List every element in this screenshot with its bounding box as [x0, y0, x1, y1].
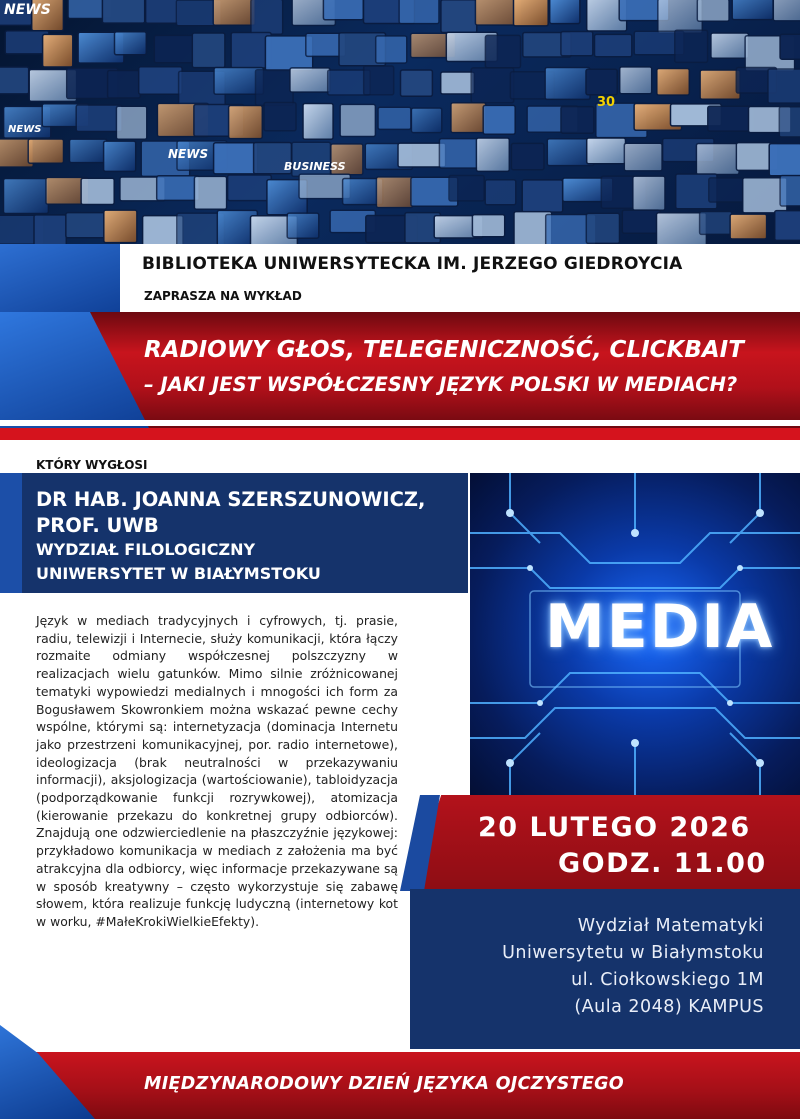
lecture-title-line2: – JAKI JEST WSPÓŁCZESNY JĘZYK POLSKI W MEDIACH? [144, 373, 738, 396]
screen-tile [624, 143, 662, 171]
screen-tile [732, 0, 773, 20]
screen-tile [550, 0, 580, 24]
screen-tile [154, 35, 194, 62]
venue-line1: Wydział Matematyki [577, 916, 764, 936]
event-time: GODZ. 11.00 [558, 848, 767, 879]
svg-text:NEWS: NEWS [4, 2, 51, 18]
screen-tile [116, 106, 146, 139]
screen-tile [376, 36, 407, 63]
screen-tile [256, 70, 294, 106]
screen-tile [451, 103, 486, 133]
screen-tile [709, 178, 745, 202]
screen-tile [214, 143, 258, 174]
screen-tile [700, 70, 740, 99]
lecture-title-line1: RADIOWY GŁOS, TELEGENICZNOŚĆ, CLICKBAIT [144, 337, 744, 363]
screen-tile [545, 68, 590, 100]
screen-tile [449, 176, 484, 201]
screen-tile [303, 104, 333, 140]
svg-text:30: 30 [597, 95, 616, 110]
screen-tile [700, 212, 732, 235]
screen-tile [730, 214, 767, 239]
screen-tile [514, 0, 549, 26]
screen-tile [192, 33, 225, 68]
svg-text:BUSINESS: BUSINESS [284, 160, 346, 173]
screen-wall-graphic [0, 0, 800, 244]
screen-tile [157, 176, 200, 201]
screen-tile [0, 67, 29, 94]
screen-tile [472, 215, 504, 237]
title-banner-stripe [0, 428, 800, 440]
media-label: MEDIA [545, 592, 775, 662]
lecture-description: Język w mediach tradycyjnych i cyfrowych, tj. prasie, radiu, telewizji i Internecie, służy komunikacji, która łączy rozmaite odmiany współczesnej polszczyzny w realizacjach wielu gatunków. Mimo silnie zróżnicowanej tematyki wypowiedzi medialnych i mnogości ich form za Bogusławem Skowronkiem można wskazać pewne cechy wspólne, którymi są: internetyzacja (dominacja Internetu jako przestrzeni komunikacyjnej, por. radio internetowe), ideologizacja (brak neutralności w przekazywaniu informacji), aksjologizacja (wartościowanie), tabloidyzacja (podporządkowanie funkcji rozrywkowej), atomizacja (kierowanie przekazu do konkretnej grupy odbiorców). Znajdują one odzwierciedlenie na płaszczyźnie językowej: przykładowo komunikacja w mediach z założenia ma być atrakcyjna dla odbiorcy, więc informacje przekazywane są w sposób kreatywny – często wykorzystuje się zabawę słowem, która realizuje funkcję ludyczną (internetowy kot w worku, #MałeKrokiWielkieEfekty). [36, 613, 398, 929]
screen-tile [287, 213, 319, 238]
screen-tile [34, 215, 66, 244]
speaker-faculty: WYDZIAŁ FILOLOGICZNY [36, 540, 256, 559]
speaker-intro: KTÓRY WYGŁOSI [36, 458, 148, 472]
title-banner-divider [0, 420, 800, 426]
organizer-name: BIBLIOTEKA UNIWERSYTECKA IM. JERZEGO GIEDROYCIA [142, 254, 683, 274]
hero-media-wall-image [0, 0, 800, 244]
screen-tile [228, 175, 272, 201]
screen-tile [511, 143, 544, 169]
screen-tile [773, 0, 800, 21]
speaker-panel-edge [0, 473, 22, 593]
screen-tile [323, 0, 363, 20]
screen-tile [633, 176, 665, 210]
screen-tile [4, 179, 49, 214]
screen-tile [76, 105, 122, 132]
svg-text:NEWS: NEWS [8, 124, 42, 135]
screen-tile [587, 138, 626, 164]
screen-tile [439, 139, 479, 169]
svg-text:NEWS: NEWS [168, 147, 209, 161]
screen-tile [471, 68, 514, 103]
screen-tile [376, 177, 412, 208]
screen-tile [401, 70, 433, 96]
screen-tile [485, 35, 520, 67]
screen-tile [780, 176, 800, 207]
screen-tile [441, 0, 477, 33]
screen-tile [768, 69, 800, 103]
screen-tile [115, 32, 147, 55]
screen-tile [696, 144, 739, 175]
screen-tile [139, 67, 182, 94]
screen-tile [658, 0, 703, 33]
screen-tile [697, 0, 729, 21]
screen-tile [102, 0, 144, 23]
screen-tile [378, 107, 411, 129]
venue-line4: (Aula 2048) KAMPUS [574, 997, 764, 1017]
event-date: 20 LUTEGO 2026 [478, 812, 751, 843]
screen-tile [194, 176, 226, 209]
screen-tile [708, 106, 755, 131]
screen-tile [476, 138, 509, 171]
screen-tile [780, 34, 800, 59]
screen-tile [561, 107, 594, 134]
screen-tile [108, 71, 141, 99]
screen-tile [657, 69, 690, 96]
screen-tile [290, 68, 330, 92]
screen-tile [441, 72, 475, 94]
screen-tile [675, 30, 708, 62]
screen-tile [104, 210, 137, 243]
screen-tile [522, 180, 563, 212]
screen-tile [711, 33, 749, 58]
screen-tile [561, 32, 593, 56]
screen-tile [213, 0, 255, 25]
venue-panel [410, 889, 800, 1049]
screen-tile [81, 178, 114, 204]
screen-tile [399, 0, 439, 24]
venue-line2: Uniwersytetu w Białymstoku [502, 943, 764, 963]
screen-tile [485, 180, 516, 205]
speaker-university: UNIWERSYTET W BIAŁYMSTOKU [36, 564, 321, 583]
screen-tile [411, 108, 441, 133]
venue-line3: ul. Ciołkowskiego 1M [571, 970, 764, 990]
screen-tile [251, 0, 283, 34]
screen-tile [398, 143, 446, 167]
screen-tile [620, 67, 652, 94]
screen-tile [775, 211, 800, 241]
speaker-name-line2: PROF. UWB [36, 514, 159, 537]
invitation-text: ZAPRASZA NA WYKŁAD [144, 289, 302, 303]
screen-tile [70, 139, 108, 163]
screen-tile [769, 144, 800, 176]
screen-tile [66, 213, 106, 238]
screen-tile [586, 213, 619, 243]
screen-tile [229, 106, 263, 139]
screen-tile [104, 141, 136, 171]
screen-tile [28, 139, 63, 163]
screen-tile [779, 107, 800, 137]
screen-tile [595, 34, 632, 56]
screen-tile [43, 34, 73, 67]
screen-tile [146, 0, 179, 23]
screen-tile [483, 105, 515, 134]
screen-tile [340, 104, 375, 136]
screen-tile [264, 103, 296, 131]
screen-tile [622, 210, 660, 233]
footer-text: MIĘDZYNARODOWY DZIEŃ JĘZYKA OJCZYSTEGO [144, 1074, 624, 1094]
screen-tile [364, 66, 394, 95]
speaker-name-line1: DR HAB. JOANNA SZERSZUNOWICZ, [36, 488, 426, 511]
screen-tile [586, 69, 617, 95]
